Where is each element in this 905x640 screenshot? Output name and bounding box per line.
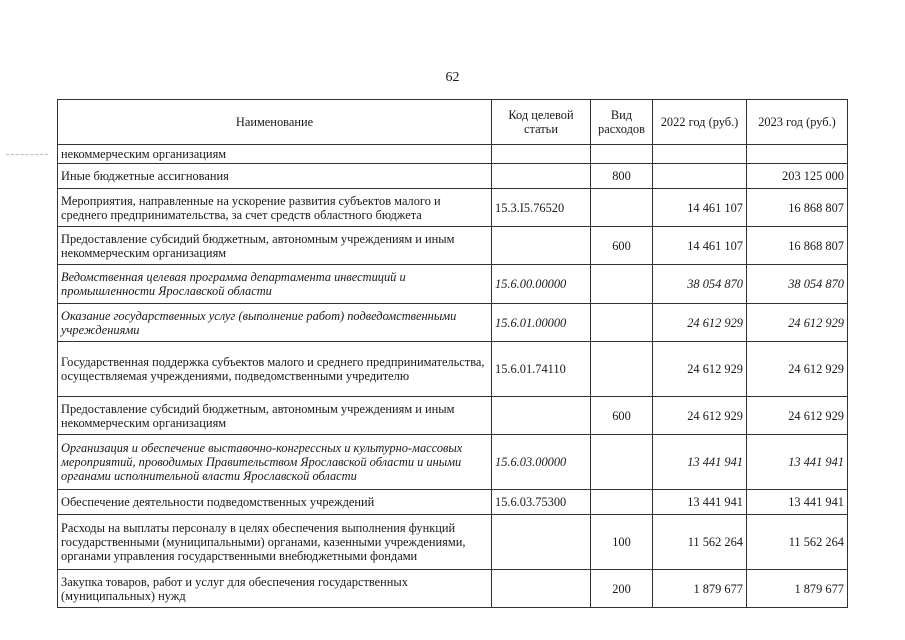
table-row [58, 397, 848, 435]
cell-2023: 24 612 929 [747, 342, 848, 397]
cell-2022: 13 441 941 [653, 490, 747, 515]
cell-name: Мероприятия, направленные на ускорение развития субъектов малого и среднего предпринимательства, за счет средств областного бюджета [58, 189, 492, 227]
table-row [58, 304, 848, 342]
table-header-row [58, 100, 848, 145]
cell-code: 15.6.03.75300 [492, 490, 591, 515]
cell-name: Ведомственная целевая программа департамента инвестиций и промышленности Ярославской области [58, 265, 492, 304]
cell-name: Обеспечение деятельности подведомственных учреждений [58, 490, 492, 515]
table-row [58, 265, 848, 304]
cell-2022: 14 461 107 [653, 227, 747, 265]
cell-vid [591, 490, 653, 515]
cell-2023: 11 562 264 [747, 515, 848, 570]
cell-vid: 100 [591, 515, 653, 570]
cell-code [492, 515, 591, 570]
cell-2022: 38 054 870 [653, 265, 747, 304]
table-row [58, 342, 848, 397]
cell-code [492, 397, 591, 435]
table-row [58, 164, 848, 189]
cell-2022: 1 879 677 [653, 570, 747, 608]
cell-vid [591, 265, 653, 304]
cell-name: Государственная поддержка субъектов малого и среднего предпринимательства, осуществляемая учреждениями, подведомственными учредителю [58, 342, 492, 397]
cell-vid: 600 [591, 227, 653, 265]
cell-name: Организация и обеспечение выставочно-конгрессных и культурно-массовых мероприятий, проводимых Правительством Ярославской области и иными органами исполнительной власти Ярославской области [58, 435, 492, 490]
header-2023: 2023 год (руб.) [747, 100, 848, 145]
cell-code [492, 227, 591, 265]
cell-2023: 16 868 807 [747, 227, 848, 265]
cell-2022: 24 612 929 [653, 397, 747, 435]
header-2022: 2022 год (руб.) [653, 100, 747, 145]
cell-2023: 24 612 929 [747, 304, 848, 342]
header-name: Наименование [58, 100, 492, 145]
cell-vid [591, 189, 653, 227]
cell-code: 15.6.03.00000 [492, 435, 591, 490]
cell-name: Иные бюджетные ассигнования [58, 164, 492, 189]
cell-code: 15.6.01.00000 [492, 304, 591, 342]
cell-2022 [653, 145, 747, 164]
table-row [58, 189, 848, 227]
cell-vid: 200 [591, 570, 653, 608]
cell-2022: 14 461 107 [653, 189, 747, 227]
cell-2022: 24 612 929 [653, 342, 747, 397]
cell-code: 15.6.00.00000 [492, 265, 591, 304]
cell-2023: 1 879 677 [747, 570, 848, 608]
cell-name: Предоставление субсидий бюджетным, автономным учреждениям и иным некоммерческим организациям [58, 227, 492, 265]
header-code: Код целевой статьи [492, 100, 591, 145]
cell-name: Оказание государственных услуг (выполнение работ) подведомственными учреждениями [58, 304, 492, 342]
cell-2023: 24 612 929 [747, 397, 848, 435]
cell-code: 15.3.I5.76520 [492, 189, 591, 227]
cell-name: некоммерческим организациям [58, 145, 492, 164]
cell-name: Расходы на выплаты персоналу в целях обеспечения выполнения функций государственными (муниципальными) органами, казенными учреждениями, органами управления государственными внебюджетными фондами [58, 515, 492, 570]
table-row [58, 490, 848, 515]
cell-code: 15.6.01.74110 [492, 342, 591, 397]
cell-2023: 16 868 807 [747, 189, 848, 227]
table-row [58, 227, 848, 265]
table-row [58, 570, 848, 608]
cell-2022: 11 562 264 [653, 515, 747, 570]
header-vid: Вид расходов [591, 100, 653, 145]
cell-code [492, 145, 591, 164]
cell-2022: 24 612 929 [653, 304, 747, 342]
cell-name: Закупка товаров, работ и услуг для обеспечения государственных (муниципальных) нужд [58, 570, 492, 608]
cell-vid [591, 145, 653, 164]
cell-vid: 600 [591, 397, 653, 435]
cell-2023: 203 125 000 [747, 164, 848, 189]
budget-table [57, 99, 848, 608]
page-number: 62 [445, 70, 460, 85]
cell-2022: 13 441 941 [653, 435, 747, 490]
cell-vid [591, 342, 653, 397]
cell-vid [591, 304, 653, 342]
cell-vid [591, 435, 653, 490]
scan-margin-mark [6, 154, 48, 155]
cell-2023 [747, 145, 848, 164]
table-row [58, 435, 848, 490]
cell-2023: 13 441 941 [747, 435, 848, 490]
cell-2023: 13 441 941 [747, 490, 848, 515]
cell-vid: 800 [591, 164, 653, 189]
cell-name: Предоставление субсидий бюджетным, автономным учреждениям и иным некоммерческим организациям [58, 397, 492, 435]
table-row [58, 145, 848, 164]
table-row [58, 515, 848, 570]
cell-2022 [653, 164, 747, 189]
cell-2023: 38 054 870 [747, 265, 848, 304]
cell-code [492, 164, 591, 189]
cell-code [492, 570, 591, 608]
